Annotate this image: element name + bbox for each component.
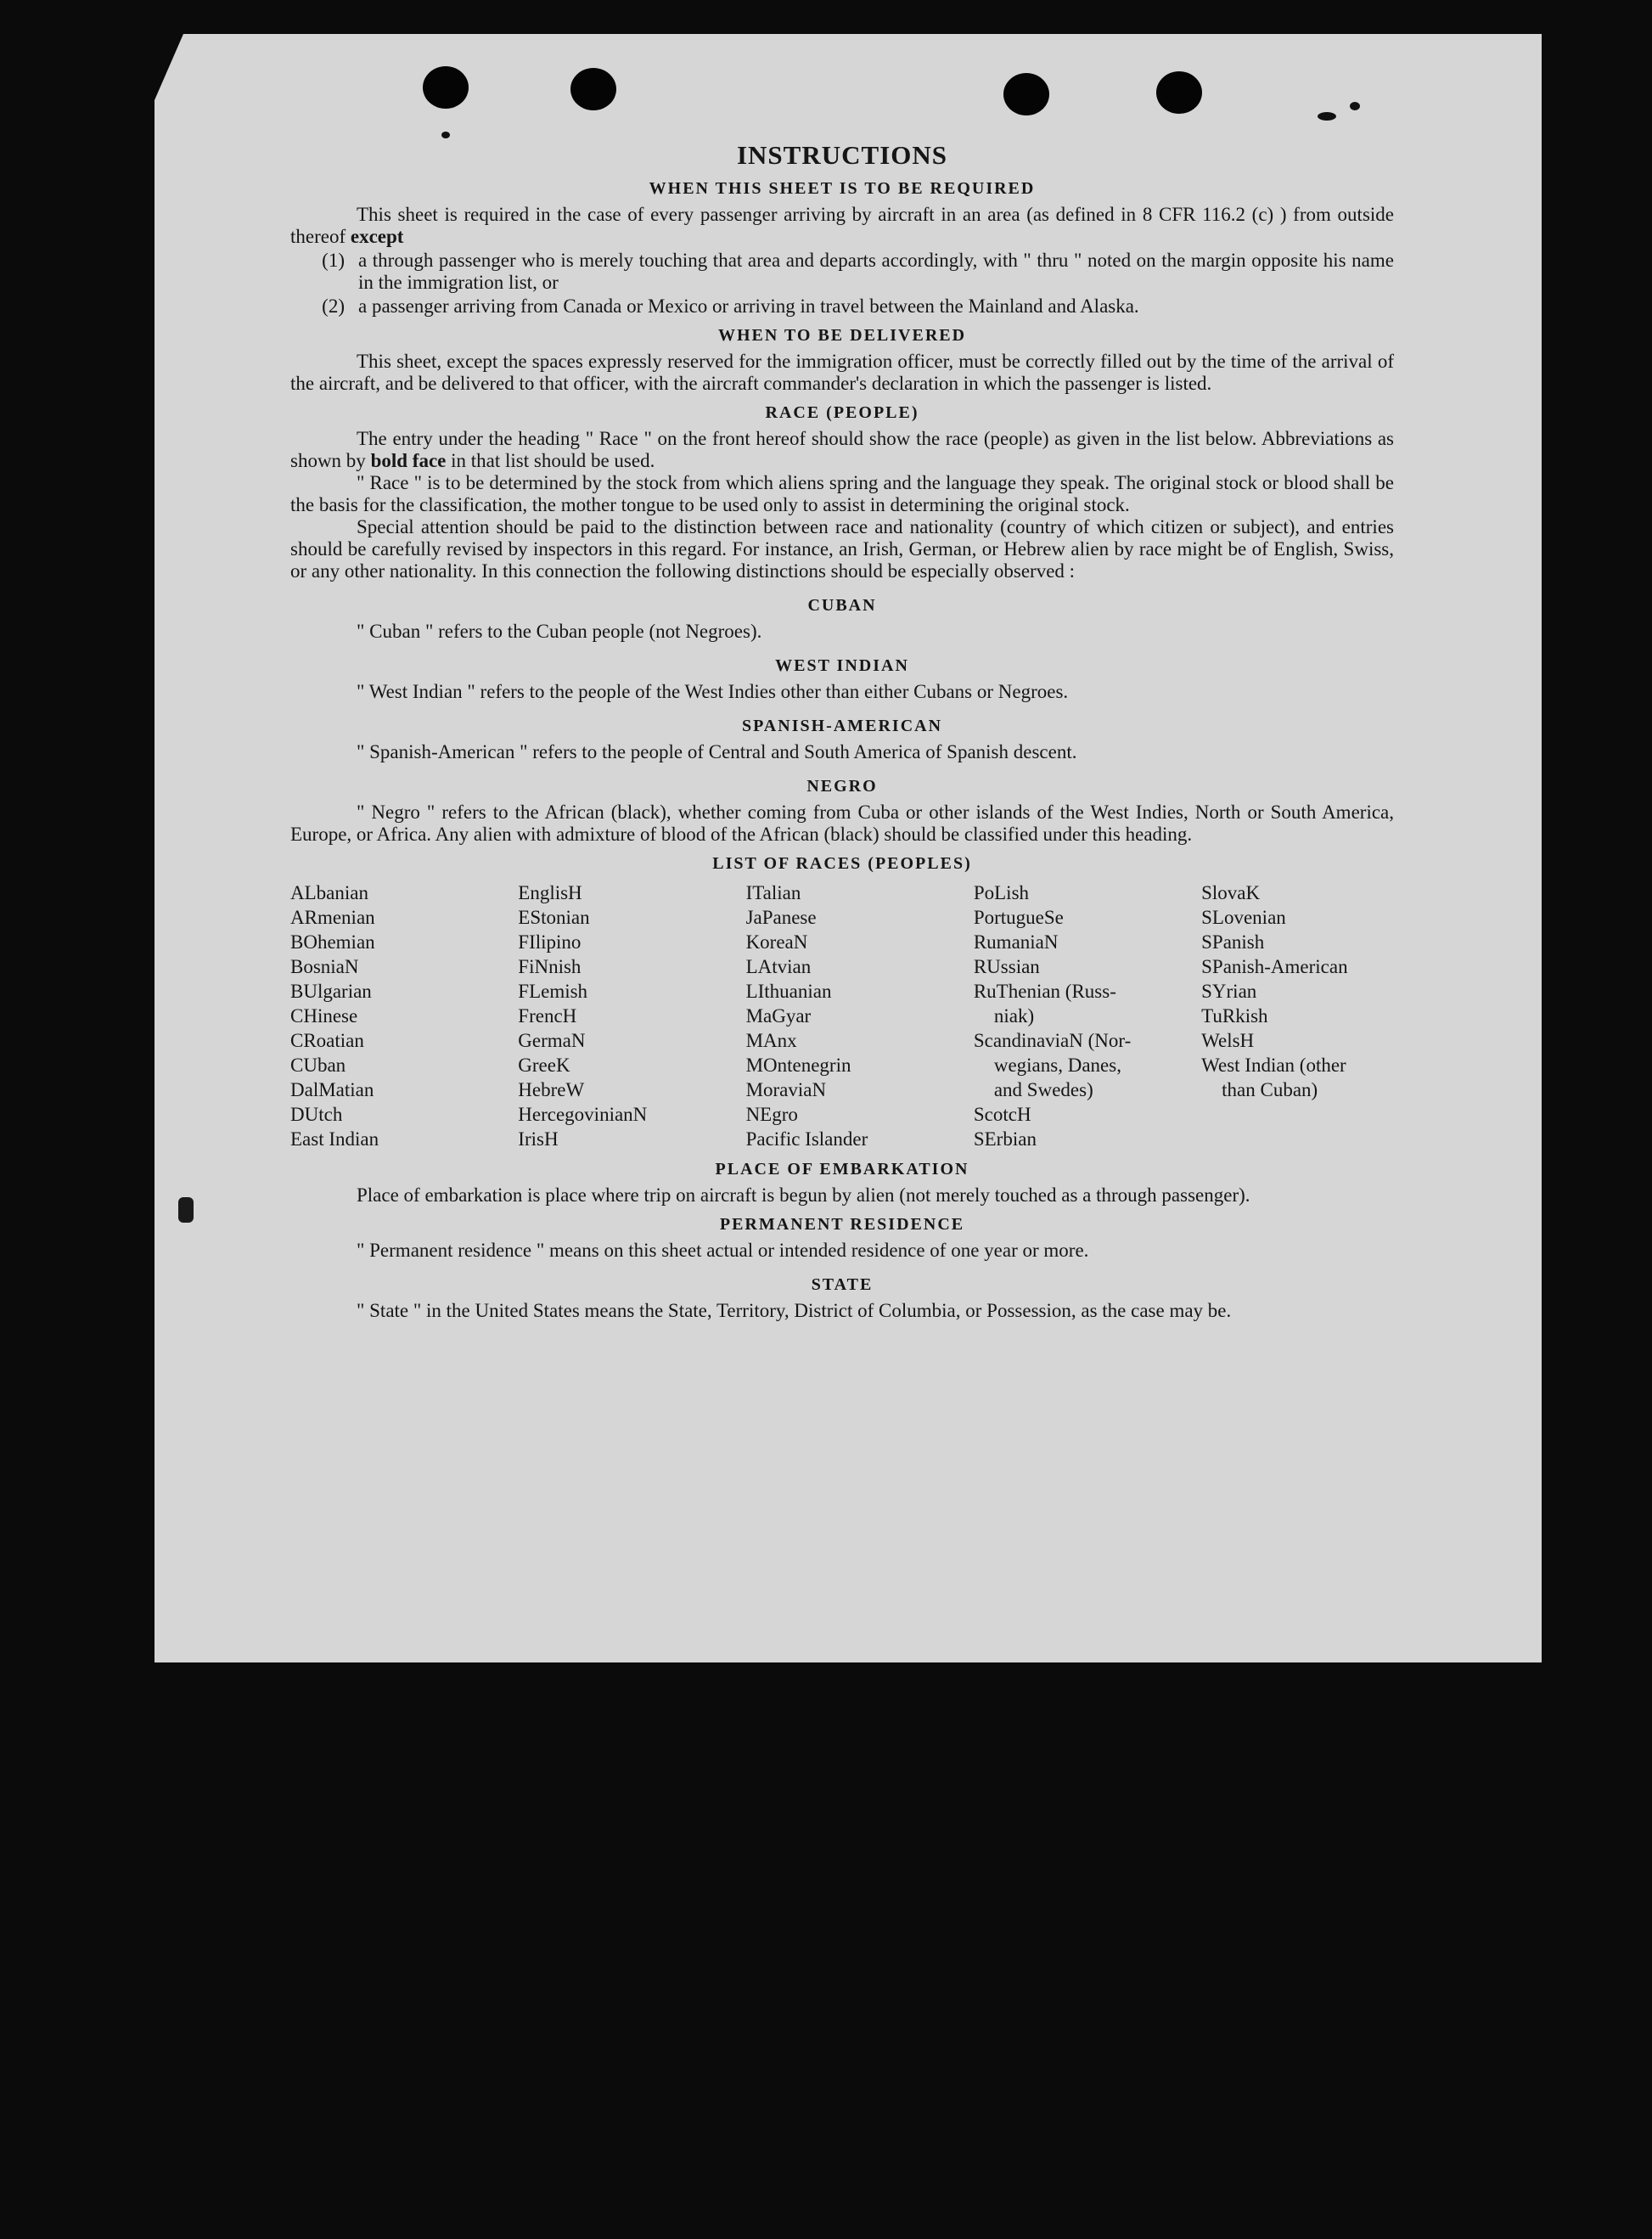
race-entry: RumaniaN [973,931,1059,953]
race-entry: DUtch [290,1104,343,1125]
races-column [974,880,1201,1151]
race-entry: EStonian [518,907,590,928]
races-column [746,880,974,1151]
race-entry: DalMatian [290,1079,374,1100]
race-entry: niak) [993,1005,1035,1027]
race-entry: JaPanese [745,907,817,928]
race-entry: SLovenian [1201,907,1286,928]
race-entry: ITalian [745,882,801,903]
race-entry: BUlgarian [290,981,372,1002]
race-paragraph-3: Special attention should be paid to the distinction between race and nationality (country of which citizen or subject), and entries should be carefully revised by inspectors in this regard. For instance, an Irish, German, or Hebrew alien by race might be of English, Swiss, or any other nationality. In this connection the following distinctions should be especially observed : [290,516,1394,582]
race-paragraph-2: " Race " is to be determined by the stock from which aliens spring and the language they speak. The original stock or blood shall be the basis for the classification, the mother tongue to be used only to assist in determining the original stock. [290,472,1394,515]
heading-embarkation: PLACE OF EMBARKATION [715,1160,969,1179]
race-entry: MaGyar [745,1005,812,1027]
race-entry: FiNnish [518,956,582,977]
spanish-american-text: " Spanish-American " refers to the people of Central and South America of Spanish descent. [357,741,1077,762]
race-entry: FIlipino [518,931,582,953]
race-entry: NEgro [745,1104,798,1125]
punch-hole [1003,73,1049,115]
races-column [518,880,745,1151]
embarkation-text: Place of embarkation is place where trip on aircraft is begun by alien (not merely touched as a through passenger). [357,1184,1250,1206]
race-entry: HebreW [518,1079,585,1100]
instructions-text [290,140,1394,1322]
race-entry: HercegovinianN [518,1104,648,1125]
race-entry: West Indian (other [1201,1055,1346,1076]
heading-spanish-american: SPANISH-AMERICAN [741,717,943,735]
race-entry: ALbanian [290,882,368,903]
race-entry: MAnx [745,1030,797,1051]
race-entry: PortugueSe [973,907,1064,928]
required-intro: This sheet is required in the case of every passenger arriving by aircraft in an area (as defined in 8 CFR 116.2 (c) ) from outside thereof except [290,204,1394,247]
race-entry: CHinese [290,1005,358,1027]
heading-state: STATE [811,1275,874,1294]
race-entry: Pacific Islander [745,1128,868,1150]
page-title: INSTRUCTIONS [736,140,947,170]
race-entry: ScotcH [973,1104,1031,1125]
race-paragraph-1: The entry under the heading " Race " on the front hereof should show the race (people) as given in the list below. Abbreviations as shown by bold face in that list should be used. [290,428,1394,471]
heading-required: WHEN THIS SHEET IS TO BE REQUIRED [649,179,1036,198]
torn-corner [155,34,183,100]
race-entry: BosniaN [290,956,359,977]
race-entry: SErbian [973,1128,1037,1150]
west-indian-text: " West Indian " refers to the people of the West Indies other than either Cubans or Negroes. [357,681,1069,702]
race-entry: KoreaN [745,931,808,953]
race-entry: IrisH [518,1128,559,1150]
heading-west-indian: WEST INDIAN [775,656,909,675]
race-entry: CRoatian [290,1030,364,1051]
residence-text: " Permanent residence " means on this sheet actual or intended residence of one year or more. [357,1240,1089,1261]
heading-residence: PERMANENT RESIDENCE [719,1215,965,1234]
race-entry: CUban [290,1055,346,1076]
speck [441,132,450,138]
races-column [290,880,518,1151]
race-entry: GreeK [518,1055,570,1076]
race-entry: and Swedes) [993,1079,1093,1100]
speck [1350,102,1360,110]
required-item: (2) a passenger arriving from Canada or Mexico or arriving in travel between the Mainland and Alaska. [322,295,1139,317]
state-text: " State " in the United States means the State, Territory, District of Columbia, or Possession, as the case may be. [357,1300,1232,1321]
race-entry: ARmenian [290,907,375,928]
document-sheet [155,34,1542,1662]
race-entry: wegians, Danes, [993,1055,1121,1076]
race-entry: FLemish [518,981,588,1002]
punch-hole [423,66,469,109]
heading-list-of-races: LIST OF RACES (PEOPLES) [712,854,972,873]
race-entry: SYrian [1201,981,1257,1002]
delivered-text: This sheet, except the spaces expressly reserved for the immigration officer, must be correctly filled out by the time of the arrival of the aircraft, and be delivered to that officer, with the aircraft commander's declaration in which the passenger is listed. [290,351,1394,394]
race-entry: FrencH [518,1005,577,1027]
race-entry: BOhemian [290,931,375,953]
speck [1318,112,1336,121]
heading-negro: NEGRO [806,777,878,796]
race-entry: EnglisH [518,882,582,903]
required-item: (1) a through passenger who is merely touching that area and departs accordingly, with " thru " noted on the margin opposite his name in the immigration list, or [322,250,1394,293]
races-list [290,880,1394,1151]
cuban-text: " Cuban " refers to the Cuban people (not Negroes). [357,621,762,642]
punch-hole [1156,71,1202,114]
race-entry: RUssian [973,956,1040,977]
heading-cuban: CUBAN [807,596,877,615]
race-entry: SPanish-American [1201,956,1348,977]
race-entry: RuThenian (Russ- [973,981,1116,1002]
punch-hole [570,68,616,110]
race-entry: MoraviaN [745,1079,827,1100]
race-entry: SPanish [1201,931,1265,953]
race-entry: MOntenegrin [745,1055,851,1076]
race-entry: WelsH [1201,1030,1255,1051]
speck [178,1197,194,1223]
heading-race: RACE (PEOPLE) [765,403,919,422]
race-entry: GermaN [518,1030,586,1051]
race-entry: TuRkish [1201,1005,1268,1027]
race-entry: PoLish [973,882,1030,903]
race-entry: than Cuban) [1222,1079,1318,1100]
negro-text: " Negro " refers to the African (black), whether coming from Cuba or other islands of the West Indies, North or South America, Europe, or Africa. Any alien with admixture of blood of the African (black) should be classified under this heading. [290,802,1394,845]
races-column [1201,880,1394,1151]
heading-delivered: WHEN TO BE DELIVERED [717,326,967,345]
race-entry: East Indian [290,1128,379,1150]
race-entry: ScandinaviaN (Nor- [973,1030,1132,1051]
race-entry: LAtvian [745,956,812,977]
race-entry: LIthuanian [745,981,832,1002]
race-entry: SlovaK [1201,882,1261,903]
